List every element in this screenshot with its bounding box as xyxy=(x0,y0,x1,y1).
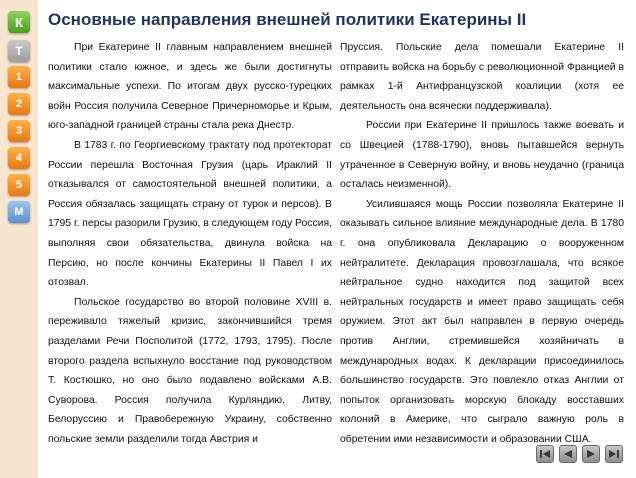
last-page-button[interactable] xyxy=(605,445,623,463)
sidebar-button-k[interactable]: К xyxy=(8,11,30,33)
paragraph: Усилившаяся мощь России позволяла Екатерине II оказывать сильное влияние международные дела. В 1780 г. она опубликовала Декларацию о вооруженном нейтралитете. Декларация провозглашала, что всякое нейтральное судно находится под защитой всех нейтральных государств и имеет право защищать себя оружием. Этот акт был направлен в первую очередь против Англии, стремившейся хозяйничать в международных водах. К декларации присоединилось большинство государств. Это повлекло отказ Англии от попыток организовать морскую блокаду восставших колоний в Америке, что сыграло важную роль в обретении ими независимости и образовании США. xyxy=(340,198,624,445)
paragraph: России при Екатерине II пришлось также воевать и со Швецией (1788-1790), вновь пытавшейся вернуть утраченное в Северную войну, и вновь неудачно (граница осталась неизменной). xyxy=(340,120,624,191)
next-page-button[interactable] xyxy=(582,445,600,463)
paragraph: Пруссия. Польские дела помешали Екатерине II отправить войска на борьбу с революционной Францией в рамках 1-й Антифранцузской коалиции (хотя ее деятельность она всячески поддерживала). xyxy=(340,42,624,112)
paragraph: Польское государство во второй половине XVIII в. переживало тяжелый кризис, закончившийся тремя разделами Речи Посполитой (1772, 1793, 1795). После второго раздела вспыхнуло восстание под руководством Т. Костюшко, но оно было подавлено войсками А.В. Суворова. Россия получила Курляндию, Литву, Белоруссию и Правобережную Украину, собственно польские земли разделили тогда Австрия и xyxy=(48,296,332,445)
first-page-button[interactable] xyxy=(536,445,554,463)
last-page-icon xyxy=(608,449,620,459)
sidebar-button-5[interactable]: 5 xyxy=(8,174,30,196)
paragraph: При Екатерине II главным направлением внешней политики стало южное, и здесь же были достигнуты максимальные успехи. По итогам двух русско-турецких войн Россия получила Северное Причерноморье и Крым, юго-западной границей страны стала река Днестр. xyxy=(48,42,332,132)
sidebar xyxy=(0,0,38,478)
sidebar-button-t[interactable]: Т xyxy=(8,40,30,62)
sidebar-button-3[interactable]: 3 xyxy=(8,120,30,142)
page-title: Основные направления внешней политики Екатерины II xyxy=(48,10,527,29)
previous-page-icon xyxy=(562,449,574,459)
next-page-icon xyxy=(585,449,597,459)
paragraph: В 1783 г. по Георгиевскому трактату под протекторат России перешла Восточная Грузия (царь Ираклий II отказывался от самостоятельной внешней политики, а Россия обязалась защищать страну от турок и персов). В 1795 г. персы разорили Грузию, в следующем году Россия, выполняя свои обязательства, двинула войска на Персию, но после кончины Екатерины II Павел I их отозвал. xyxy=(48,139,332,289)
sidebar-button-2[interactable]: 2 xyxy=(8,93,30,115)
left-text-column xyxy=(48,38,332,449)
first-page-icon xyxy=(539,449,551,459)
sidebar-button-4[interactable]: 4 xyxy=(8,147,30,169)
sidebar-button-m[interactable]: М xyxy=(8,201,30,223)
sidebar-button-1[interactable]: 1 xyxy=(8,66,30,88)
right-text-column xyxy=(340,38,624,449)
previous-page-button[interactable] xyxy=(559,445,577,463)
